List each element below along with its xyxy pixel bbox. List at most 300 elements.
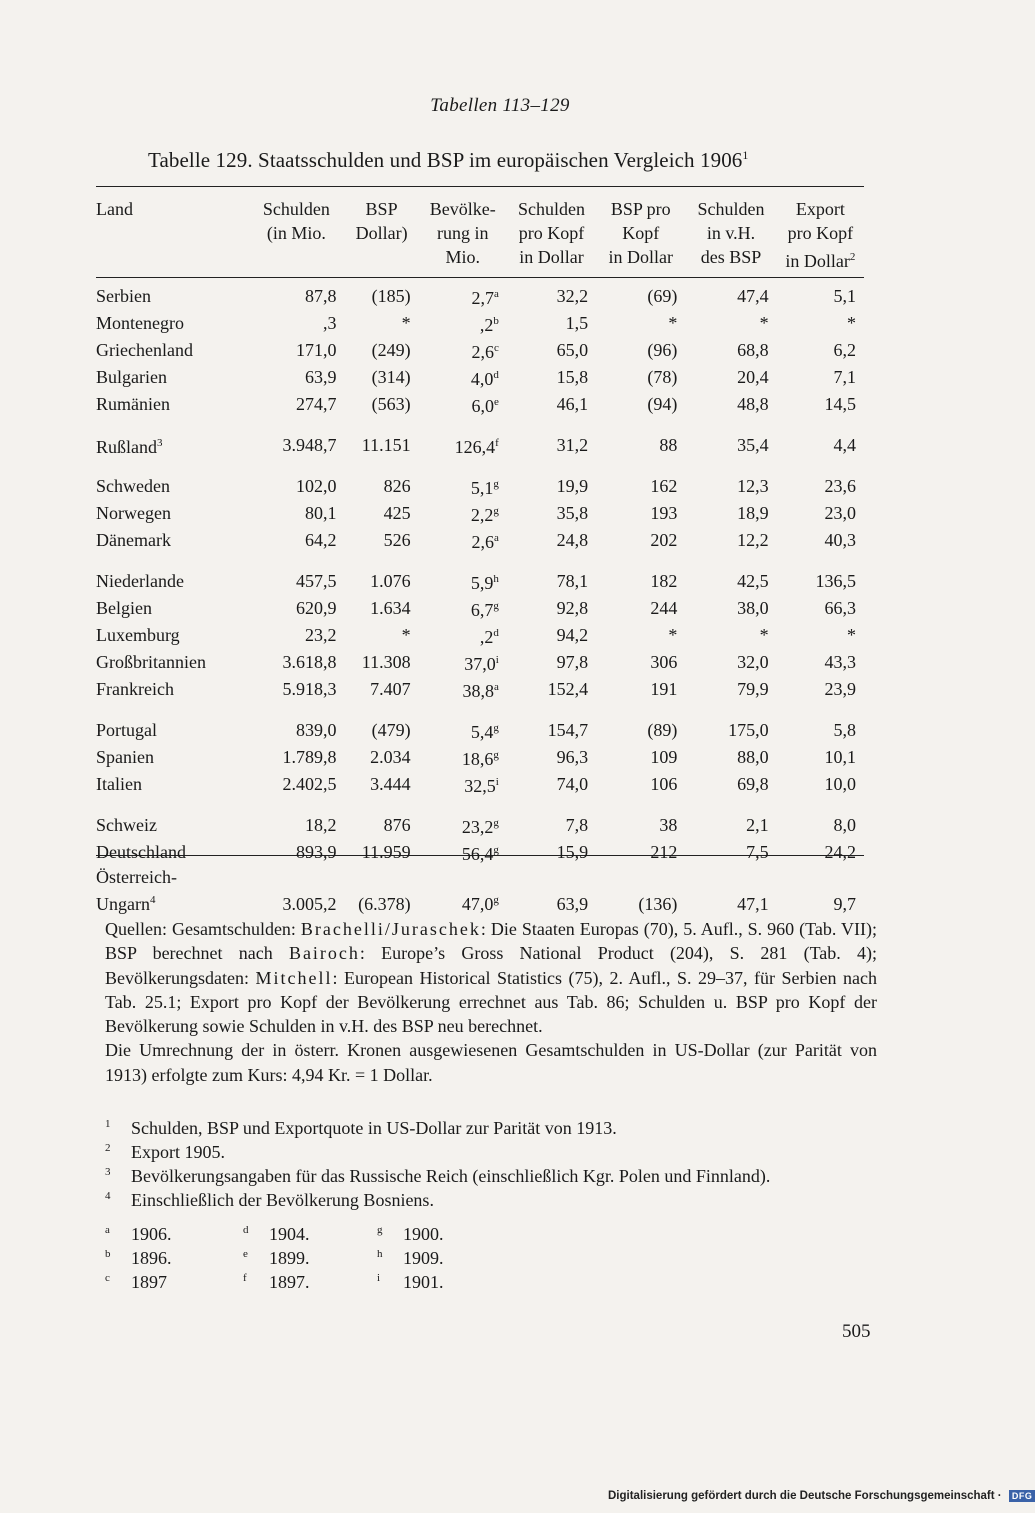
cell-schulden-vh: 47,4: [737, 286, 769, 306]
cell-schulden: 64,2: [305, 530, 337, 550]
header-line: [777, 245, 864, 273]
cell-bsp: (185): [371, 286, 411, 306]
bev-footnote-mark: i: [495, 654, 499, 666]
cell-export: 40,3: [824, 530, 856, 550]
cell-export: 14,5: [824, 394, 856, 414]
header-line: in Dollar: [608, 247, 673, 267]
footnote-mark: 2: [105, 1142, 111, 1154]
cell-bsp-pro-kopf: (89): [647, 720, 678, 740]
cell-schulden-pro-kopf: 152,4: [547, 679, 589, 699]
cell-schulden-vh: 35,4: [737, 435, 769, 455]
cell-schulden-vh: 88,0: [737, 747, 769, 767]
cell-bsp: 11.308: [361, 652, 411, 672]
header-line: Mio.: [445, 247, 480, 267]
cell-bevoelkerung: [419, 554, 507, 595]
bev-value: 5,1: [470, 478, 494, 498]
cell-export: 7,1: [833, 367, 856, 387]
letter-value: 1897: [131, 1272, 167, 1292]
letter-footnote-row: [105, 1222, 505, 1246]
cell-schulden-vh: 7,5: [746, 842, 769, 862]
cell-bsp-pro-kopf: (78): [647, 367, 678, 387]
bev-value: 2,7: [471, 288, 494, 308]
land-name: Rußland: [96, 437, 157, 457]
cell-land: [96, 527, 248, 554]
cell-schulden-vh: 20,4: [737, 367, 769, 387]
cell-bevoelkerung: [419, 622, 507, 649]
cell-bsp: (314): [371, 367, 411, 387]
header-row: [96, 197, 864, 273]
header-line: (in Mio.: [266, 223, 326, 243]
letter-mark: f: [243, 1272, 247, 1284]
cell-export: *: [847, 625, 856, 645]
bev-footnote-mark: g: [493, 722, 499, 734]
cell-bsp-pro-kopf: 306: [650, 652, 678, 672]
col-bsp-header: [345, 197, 419, 273]
bev-footnote-mark: g: [493, 478, 499, 490]
cell-land: [96, 676, 248, 703]
bev-footnote-mark: c: [493, 342, 499, 354]
header-line: pro Kopf: [787, 223, 854, 243]
cell-schulden-vh: 12,3: [737, 476, 769, 496]
letter-mark: i: [377, 1272, 381, 1284]
land-name: Bulgarien: [96, 367, 167, 387]
letter-value: 1897.: [269, 1272, 310, 1292]
letter-footnote-row: [105, 1246, 505, 1270]
footnote-text: Bevölkerungsangaben für das Russische Reich (einschließlich Kgr. Polen und Finnland).: [131, 1166, 771, 1186]
cell-export: 9,7: [833, 894, 856, 914]
cell-schulden: 23,2: [305, 625, 337, 645]
cell-schulden: 2.402,5: [282, 774, 337, 794]
bev-footnote-mark: f: [495, 437, 499, 449]
land-footnote-mark: 4: [149, 894, 156, 906]
footnote-text: Schulden, BSP und Exportquote in US-Dollar zur Parität von 1913.: [131, 1118, 617, 1138]
bev-footnote-mark: g: [493, 600, 499, 612]
bev-value: 37,0: [464, 654, 496, 674]
cell-bevoelkerung: [419, 527, 507, 554]
cell-bevoelkerung: [419, 391, 507, 418]
cell-bsp-pro-kopf: (94): [647, 394, 678, 414]
cell-bsp: 2.034: [370, 747, 411, 767]
table-row: [96, 364, 864, 391]
table-body: [96, 273, 864, 916]
cell-bevoelkerung: [419, 595, 507, 622]
sources-text: : Die Staaten Europas (70), 5. Aufl., S. 960 (Tab. VII); BSP berechnet nach: [105, 919, 877, 964]
cell-schulden-vh: 69,8: [737, 774, 769, 794]
land-name: Portugal: [96, 720, 157, 740]
letter-value: 1906.: [131, 1224, 172, 1244]
table-row: [96, 391, 864, 418]
cell-bevoelkerung: [419, 273, 507, 310]
cell-bsp-pro-kopf: 191: [650, 679, 678, 699]
sources-text: : European Historical Statistics (75), 2. Aufl., S. 29–37, für Serbien nach Tab. 25.1; Export pro Kopf der Bevölkerung errechnet aus Tab. 86; Schulden u. BSP pro Kopf der Bevölkerung sowie Schulden in v.H. des BSP neu berechnet.: [105, 967, 878, 1037]
cell-bsp-pro-kopf: (69): [647, 286, 678, 306]
header-line: BSP: [365, 199, 398, 219]
cell-bsp-pro-kopf: 212: [650, 842, 678, 862]
table-row: [96, 703, 864, 744]
cell-export: 43,3: [824, 652, 856, 672]
cell-schulden: 3.948,7: [282, 435, 337, 455]
cell-schulden-pro-kopf: 94,2: [556, 625, 589, 645]
cell-bsp-pro-kopf: (136): [638, 894, 678, 914]
letter-mark: e: [243, 1248, 248, 1260]
cell-schulden-pro-kopf: 19,9: [556, 476, 589, 496]
table-row: [96, 273, 864, 310]
cell-bsp: 3.444: [370, 774, 411, 794]
cell-schulden: 839,0: [296, 720, 337, 740]
bev-footnote-mark: g: [493, 894, 499, 906]
cell-land: [96, 839, 248, 866]
cell-land: [96, 744, 248, 771]
cell-schulden-vh: 175,0: [728, 720, 769, 740]
bev-value: 2,6: [471, 342, 494, 362]
cell-export: 23,0: [824, 503, 856, 523]
table-row: [96, 554, 864, 595]
table-header: [96, 197, 864, 273]
letter-mark: a: [105, 1224, 110, 1236]
table-row: [96, 418, 864, 459]
cell-bsp: 11.959: [361, 842, 411, 862]
land-name: Dänemark: [96, 530, 171, 550]
table-row: [96, 744, 864, 771]
cell-schulden-pro-kopf: 63,9: [556, 894, 589, 914]
cell-export: 136,5: [815, 571, 856, 591]
bev-value: ,2: [479, 627, 494, 647]
cell-export: 6,2: [833, 340, 856, 360]
cell-bsp-pro-kopf: 162: [650, 476, 678, 496]
cell-schulden: 63,9: [305, 367, 337, 387]
export-footnote-mark: 2: [849, 251, 856, 263]
footnote-mark: 1: [105, 1118, 111, 1130]
bev-footnote-mark: b: [493, 315, 499, 327]
footnote-item: [105, 1116, 885, 1140]
table-row: [96, 839, 864, 866]
cell-land: [96, 273, 248, 310]
cell-bsp-pro-kopf: 88: [659, 435, 678, 455]
letter-value: 1901.: [403, 1272, 444, 1292]
cell-bsp-pro-kopf: *: [668, 625, 678, 645]
bev-footnote-mark: g: [493, 749, 499, 761]
land-name: Frankreich: [96, 679, 174, 699]
bev-footnote-mark: a: [493, 532, 499, 544]
cell-schulden-pro-kopf: 78,1: [556, 571, 589, 591]
letter-footnotes: [105, 1222, 505, 1294]
header-line: Bevölke-: [429, 199, 496, 219]
header-line: Schulden: [517, 199, 585, 219]
cell-schulden: 80,1: [305, 503, 337, 523]
cell-schulden-pro-kopf: 96,3: [556, 747, 589, 767]
cell-export: *: [847, 313, 856, 333]
cell-bsp-pro-kopf: 202: [650, 530, 678, 550]
header-line: in v.H.: [706, 223, 756, 243]
cell-schulden: ,3: [323, 313, 337, 333]
letter-value: 1909.: [403, 1248, 444, 1268]
bev-value: 4,0: [470, 369, 494, 389]
sources-paragraph: [105, 917, 877, 1038]
cell-bevoelkerung: [419, 649, 507, 676]
col-schulden-header: [248, 197, 344, 273]
digitization-credit: Digitalisierung gefördert durch die Deutsche Forschungsgemeinschaft · DFG: [608, 1490, 1035, 1502]
cell-schulden-vh: 12,2: [737, 530, 769, 550]
cell-bevoelkerung: [419, 676, 507, 703]
debt-gdp-table: [96, 197, 864, 916]
cell-bsp-pro-kopf: 182: [650, 571, 678, 591]
letter-value: 1896.: [131, 1248, 172, 1268]
header-line: Export: [795, 199, 845, 219]
bev-value: 5,9: [470, 573, 494, 593]
bev-footnote-mark: g: [493, 844, 499, 856]
land-name: Schweden: [96, 476, 170, 496]
cell-schulden: 171,0: [296, 340, 337, 360]
bev-value: 6,7: [470, 600, 494, 620]
cell-bsp: *: [401, 625, 411, 645]
cell-export: 5,8: [833, 720, 856, 740]
land-name: Montenegro: [96, 313, 184, 333]
table-title-text: Tabelle 129. Staatsschulden und BSP im europäischen Vergleich 1906: [148, 148, 743, 172]
header-line-text: in Dollar: [785, 251, 850, 271]
cell-export: 4,4: [833, 435, 856, 455]
letter-value: 1899.: [269, 1248, 310, 1268]
cell-schulden-pro-kopf: 1,5: [565, 313, 589, 333]
letter-mark: h: [377, 1248, 383, 1260]
cell-bevoelkerung: [419, 703, 507, 744]
cell-bsp-pro-kopf: 106: [650, 774, 678, 794]
cell-bsp: 826: [383, 476, 411, 496]
author-name: Bairoch: [288, 943, 360, 964]
table-row: [96, 676, 864, 703]
cell-schulden: 18,2: [305, 815, 337, 835]
cell-bsp-pro-kopf: (96): [647, 340, 678, 360]
cell-land: [96, 364, 248, 391]
bev-footnote-mark: a: [493, 288, 499, 300]
cell-schulden-pro-kopf: 92,8: [556, 598, 589, 618]
cell-bevoelkerung: [419, 310, 507, 337]
cell-schulden-pro-kopf: 97,8: [556, 652, 589, 672]
footnote-item: [105, 1164, 885, 1188]
bev-value: 32,5: [464, 776, 496, 796]
cell-bsp: *: [401, 313, 411, 333]
table-row: [96, 866, 864, 916]
bev-value: 56,4: [461, 844, 494, 864]
sources-text: Quellen: Gesamtschulden:: [105, 919, 301, 939]
letter-mark: b: [105, 1248, 111, 1260]
cell-export: 5,1: [833, 286, 856, 306]
cell-bsp-pro-kopf: 244: [650, 598, 678, 618]
cell-schulden: 274,7: [296, 394, 337, 414]
cell-schulden-vh: 68,8: [737, 340, 769, 360]
footnote-text: Export 1905.: [131, 1142, 225, 1162]
header-line: rung in: [436, 223, 489, 243]
cell-bevoelkerung: [419, 337, 507, 364]
cell-schulden: 457,5: [296, 571, 337, 591]
cell-bevoelkerung: [419, 459, 507, 500]
page-number: 505: [842, 1321, 871, 1342]
land-name: Norwegen: [96, 503, 171, 523]
footnote-mark: 3: [105, 1166, 111, 1178]
header-line: in Dollar: [519, 247, 584, 267]
cell-bsp: (563): [371, 394, 411, 414]
cell-schulden-pro-kopf: 31,2: [556, 435, 589, 455]
table-row: [96, 337, 864, 364]
cell-bsp: 11.151: [361, 435, 411, 455]
cell-bevoelkerung: [419, 771, 507, 798]
table-row: [96, 649, 864, 676]
col-export-header: [777, 197, 864, 273]
cell-schulden-pro-kopf: 15,8: [556, 367, 589, 387]
cell-schulden-vh: 18,9: [737, 503, 769, 523]
bev-value: ,2: [479, 315, 494, 335]
cell-schulden-vh: 38,0: [737, 598, 769, 618]
bev-value: 2,6: [471, 532, 494, 552]
table-row: [96, 595, 864, 622]
cell-land: [96, 798, 248, 839]
letter-mark: d: [243, 1224, 249, 1236]
table-row: [96, 500, 864, 527]
cell-schulden-pro-kopf: 35,8: [556, 503, 589, 523]
land-name: Schweiz: [96, 815, 157, 835]
sources-text: : Europe’s Gross National Product (204), S. 281 (Tab. 4); Bevölkerungsdaten:: [105, 943, 877, 988]
header-line: des BSP: [700, 247, 762, 267]
col-bevoelkerung-header: [419, 197, 507, 273]
cell-bsp: 876: [383, 815, 411, 835]
land-name: Deutschland: [96, 842, 186, 862]
cell-bevoelkerung: [419, 364, 507, 391]
cell-export: 10,1: [824, 747, 856, 767]
bev-value: 5,4: [470, 722, 494, 742]
numbered-footnotes: [105, 1116, 885, 1212]
bev-value: 2,2: [470, 505, 494, 525]
land-name: Griechenland: [96, 340, 193, 360]
cell-export: 23,9: [824, 679, 856, 699]
cell-bsp: 526: [383, 530, 411, 550]
land-name: Belgien: [96, 598, 152, 618]
cell-schulden-vh: 79,9: [737, 679, 769, 699]
bev-footnote-mark: h: [493, 573, 499, 585]
cell-bsp: (6.378): [358, 894, 411, 914]
footnote-item: [105, 1188, 885, 1212]
bev-footnote-mark: i: [495, 776, 499, 788]
land-name: Spanien: [96, 747, 154, 767]
header-line: Kopf: [622, 223, 660, 243]
bev-footnote-mark: g: [493, 505, 499, 517]
cell-bsp: 425: [383, 503, 411, 523]
cell-bsp-pro-kopf: 193: [650, 503, 678, 523]
cell-schulden-vh: 48,8: [737, 394, 769, 414]
cell-bsp: 1.634: [370, 598, 411, 618]
cell-land: [96, 337, 248, 364]
cell-schulden-vh: *: [759, 313, 769, 333]
cell-land: [96, 622, 248, 649]
running-header: Tabellen 113–129: [430, 95, 570, 116]
cell-bevoelkerung: [419, 744, 507, 771]
col-schulden-pro-kopf-header: [507, 197, 596, 273]
cell-schulden-pro-kopf: 24,8: [556, 530, 589, 550]
cell-export: 24,2: [824, 842, 856, 862]
header-line: Schulden: [262, 199, 330, 219]
col-land-header: Land: [96, 199, 133, 219]
cell-schulden: 87,8: [305, 286, 337, 306]
cell-schulden: 893,9: [296, 842, 337, 862]
table-title-footnote-mark: 1: [742, 148, 749, 162]
cell-land: [96, 500, 248, 527]
bev-value: 47,0: [461, 894, 494, 914]
cell-schulden: 5.918,3: [282, 679, 337, 699]
cell-bevoelkerung: [419, 798, 507, 839]
land-name-cont: Ungarn: [96, 894, 150, 914]
land-name: Serbien: [96, 286, 151, 306]
cell-land: [96, 649, 248, 676]
land-name: Niederlande: [96, 571, 184, 591]
cell-land: [96, 554, 248, 595]
cell-bsp-pro-kopf: 38: [659, 815, 678, 835]
table-title: [148, 148, 868, 173]
letter-value: 1900.: [403, 1224, 444, 1244]
table-row: [96, 798, 864, 839]
cell-bsp: 1.076: [370, 571, 411, 591]
cell-schulden-pro-kopf: 32,2: [556, 286, 589, 306]
cell-bevoelkerung: [419, 418, 507, 459]
cell-land: [96, 771, 248, 798]
dfg-logo: DFG: [1009, 1490, 1035, 1502]
cell-export: 10,0: [824, 774, 856, 794]
cell-bsp: (479): [371, 720, 411, 740]
cell-land: [96, 866, 248, 916]
cell-schulden-pro-kopf: 15,9: [556, 842, 589, 862]
table-row: [96, 527, 864, 554]
cell-export: 23,6: [824, 476, 856, 496]
table-row: [96, 459, 864, 500]
cell-bevoelkerung: [419, 839, 507, 866]
cell-schulden: 3.618,8: [282, 652, 337, 672]
cell-schulden: 102,0: [296, 476, 337, 496]
land-name: Italien: [96, 774, 142, 794]
cell-land: [96, 595, 248, 622]
cell-schulden-pro-kopf: 65,0: [556, 340, 589, 360]
bev-value: 6,0: [471, 396, 494, 416]
land-footnote-mark: 3: [157, 437, 163, 449]
bev-value: 23,2: [461, 817, 494, 837]
sources-note: [105, 917, 877, 1087]
letter-value: 1904.: [269, 1224, 310, 1244]
cell-bsp: 7.407: [370, 679, 411, 699]
table-row: [96, 771, 864, 798]
col-bsp-pro-kopf-header: [596, 197, 685, 273]
letter-mark: c: [105, 1272, 110, 1284]
header-line: BSP pro: [610, 199, 671, 219]
footnote-mark: 4: [105, 1190, 111, 1202]
cell-schulden-vh: 2,1: [746, 815, 769, 835]
header-line: Schulden: [697, 199, 765, 219]
credit-text: Digitalisierung gefördert durch die Deutsche Forschungsgemeinschaft: [608, 1490, 995, 1503]
author-name: Brachelli/Juraschek: [300, 919, 481, 939]
footnote-item: [105, 1140, 885, 1164]
cell-bevoelkerung: [419, 500, 507, 527]
cell-land: [96, 703, 248, 744]
letter-mark: g: [377, 1224, 383, 1236]
cell-schulden-pro-kopf: 46,1: [556, 394, 589, 414]
land-name: Luxemburg: [96, 625, 180, 645]
table-top-rule: [96, 186, 864, 187]
cell-schulden: 620,9: [296, 598, 337, 618]
cell-land: [96, 391, 248, 418]
bev-footnote-mark: d: [493, 369, 499, 381]
cell-schulden-pro-kopf: 154,7: [547, 720, 589, 740]
author-name: Mitchell: [255, 967, 333, 988]
cell-bsp-pro-kopf: *: [668, 313, 678, 333]
cell-bsp-pro-kopf: 109: [650, 747, 678, 767]
land-name: Österreich-: [96, 867, 177, 887]
cell-export: 8,0: [833, 815, 856, 835]
bev-footnote-mark: d: [493, 627, 499, 639]
